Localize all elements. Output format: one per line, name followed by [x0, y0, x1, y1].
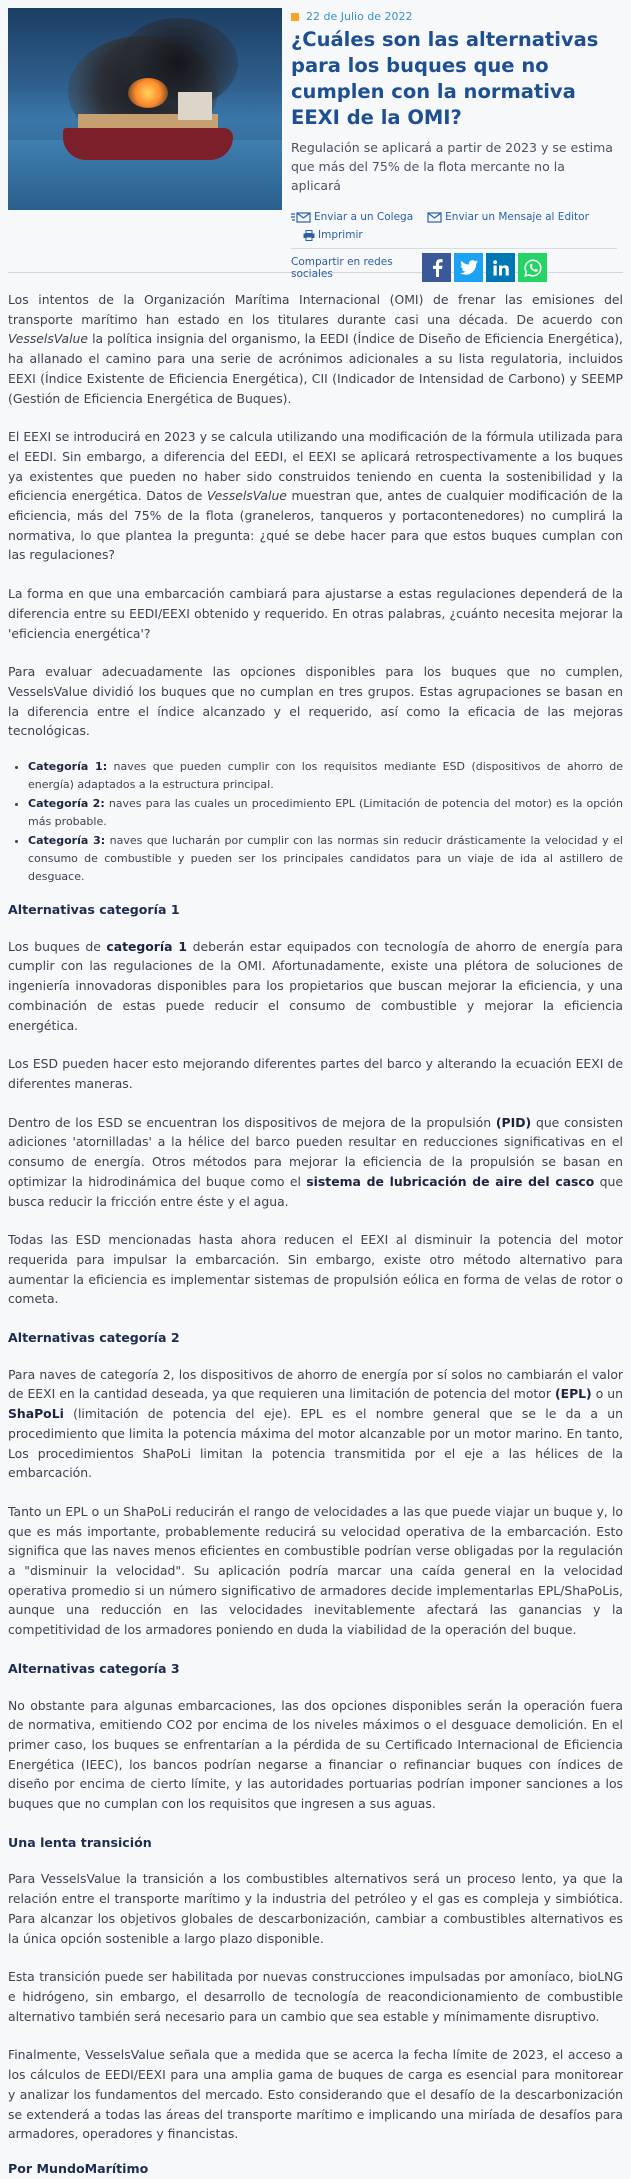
send-colleague-icon: [291, 212, 311, 223]
share-label: Compartir en redes sociales: [291, 255, 393, 280]
whatsapp-share-button[interactable]: [518, 253, 547, 282]
paragraph-2: El EEXI se introducirá en 2023 y se calcula utilizando una modificación de la fórmula utilizada para el EEDI. Sin embargo, a diferencia del EEDI, el EEXI se aplicará retrospectivamente a los buques ya existentes que pueden no haber sido construidos teniendo en cuenta la sostenibilidad y la eficiencia energética. Datos de VesselsValue muestran que, antes de cualquier modificación de la eficiencia, más del 75% de la flota (graneleros, tanqueros y portacontenedores) no cumplirá la normativa, lo que plantea la pregunta: ¿qué se debe hacer para que estos buques cumplan con las regulaciones?: [8, 429, 623, 563]
article-body: [8, 273, 623, 2179]
header-divider: [291, 248, 617, 249]
twitter-icon: [460, 260, 478, 275]
send-editor-link[interactable]: [427, 209, 589, 226]
article-title: ¿Cuáles son las alternativas para los buques que no cumplen con la normativa EEXI de la OMI?: [291, 28, 599, 129]
paragraph-7: Dentro de los ESD se encuentran los dispositivos de mejora de la propulsión (PID) que consisten adiciones 'atornilladas' a la hélice del barco pueden resultar en reducciones significativas en el consumo de energía. Otros métodos para mejorar la eficiencia de la propulsión se basan en optimizar la hidrodinámica del buque como el sistema de lubricación de aire del casco que busca reducir la fricción entre éste y el agua.: [8, 1114, 623, 1209]
linkedin-share-button[interactable]: [486, 253, 515, 282]
date-text: 22 de Julio de 2022: [306, 10, 413, 23]
paragraph-5: Los buques de categoría 1 deberán estar equipados con tecnología de ahorro de energía para cumplir con las regulaciones de la OMI. Afortunadamente, existe una plétora de soluciones de ingeniería innovadoras disponibles para los propietarios que buscan mejorar la eficiencia, y una combinación de estas puede reducir el consumo de combustible y mejorar la eficiencia energética.: [8, 938, 624, 1033]
send-colleague-label: Enviar a un Colega: [314, 211, 414, 223]
heading-category-1: Alternativas categoría 1: [8, 902, 180, 918]
facebook-icon: [430, 259, 444, 277]
print-link[interactable]: [303, 227, 363, 244]
paragraph-10: Tanto un EPL o un ShaPoLi reducirán el rango de velocidades a las que puede viajar un buque y, lo que es más importante, probablemente reducirá su velocidad operativa de la embarcación. Esto significa que las naves menos eficientes en combustible podrían verse obligadas por la regulación a "disminuir la velocidad". Su aplicación podría marcar una caída general en la velocidad operativa promedio si un número significativo de armadores decide implementarlas EPL/ShaPoLis, aunque una reducción en las velocidades inevitablemente afectará las ganancias y la competitividad de los armadores poniendo en duda la viabilidad de la operación del buque.: [8, 1503, 623, 1638]
article-subtitle: Regulación se aplicará a partir de 2023 y se estima que más del 75% de la flota mercante no la aplicará: [291, 140, 613, 193]
article-date: [291, 10, 615, 23]
paragraph-12: Para VesselsValue la transición a los combustibles alternativos será un proceso lento, ya que la relación entre el transporte marítimo y la industria del petróleo y el gas es compleja y simbiótica. Para alcanzar los objetivos globales de descarbonización, cambiar a combustibles alternativos es la única opción sostenible a largo plazo disponible.: [8, 1871, 623, 1946]
article-actions: [291, 209, 615, 244]
whatsapp-icon: [524, 259, 542, 277]
paragraph-13: Esta transición puede ser habilitada por nuevas construcciones impulsadas por amoníaco, bioLNG e hidrógeno, sin embargo, el desarrollo de tecnología de reacondicionamiento de combustible alternativo también será necesario para un cambio que sea estable y mínimamente disruptivo.: [8, 1969, 623, 2024]
header-text: [282, 8, 615, 280]
paragraph-6: Los ESD pueden hacer esto mejorando diferentes partes del barco y alterando la ecuación EEXI de diferentes maneras.: [8, 1056, 623, 1091]
printer-icon: [303, 230, 315, 241]
send-editor-label: Enviar un Mensaje al Editor: [445, 211, 589, 223]
print-label: Imprimir: [318, 229, 363, 241]
paragraph-4: Para evaluar adecuadamente las opciones disponibles para los buques que no cumplen, VesselsValue dividió los buques que no cumplan en tres grupos. Estas agrupaciones se basan en la diferencia entre el índice alcanzado y el requerido, así como la eficacia de las mejoras tecnológicas.: [8, 664, 623, 739]
category-list: [28, 758, 623, 886]
social-share: [291, 253, 615, 282]
heading-transition: Una lenta transición: [8, 1834, 152, 1850]
list-item: • Categoría 3: naves que lucharán por cumplir con las normas sin reducir drásticamente la velocidad y el consumo de combustible y pueden ser los principales candidatos para un viaje de ida al astillero de desguace.: [28, 832, 623, 886]
list-item: • Categoría 1: naves que pueden cumplir con los requisitos mediante ESD (dispositivos de ahorro de energía) adaptados a la estructura principal.: [28, 758, 623, 794]
paragraph-8: Todas las ESD mencionadas hasta ahora reducen el EEXI al disminuir la potencia del motor requerida para impulsar la embarcación. Sin embargo, existe otro método alternativo para aumentar la eficiencia es implementar sistemas de propulsión eólica en forma de velas de rotor o cometa.: [8, 1232, 623, 1307]
mail-icon: [427, 212, 442, 223]
paragraph-9: Para naves de categoría 2, los dispositivos de ahorro de energía por sí solos no cambiarán el valor de EEXI en la cantidad deseada, ya que requieren una limitación de potencia del motor (EPL) o un ShaPoLi (limitación de potencia del eje). EPL es el nombre general que se le da a un procedimiento que limita la potencia máxima del motor alcanzable por un motor marino. En tanto, Los procedimientos ShaPoLi limitan la potencia transmitida por el eje a las hélices de la embarcación.: [8, 1366, 623, 1481]
article-byline: Por MundoMarítimo: [8, 2160, 149, 2176]
paragraph-1: Los intentos de la Organización Marítima Internacional (OMI) de frenar las emisiones del transporte marítimo han estado en los titulares durante casi una década. De acuerdo con VesselsValue la política insignia del organismo, la EEDI (Índice de Diseño de Eficiencia Energética), ha allanado el camino para una serie de acrónimos adicionales a su lista regulatoria, incluidos EEXI (Índice Existente de Eficiencia Energética), CII (Indicador de Intensidad de Carbono) y SEEMP (Gestión de Eficiencia Energética de Buques).: [8, 292, 623, 406]
paragraph-3: La forma en que una embarcación cambiará para ajustarse a estas regulaciones dependerá de la diferencia entre su EEDI/EEXI obtenido y requerido. En otras palabras, ¿cuánto necesita mejorar la 'eficiencia energética'?: [8, 586, 623, 641]
linkedin-icon: [493, 260, 509, 276]
hero-image-burning-ship: [8, 8, 282, 210]
list-item: • Categoría 2: naves para las cuales un procedimiento EPL (Limitación de potencia del motor) es la opción más probable.: [28, 795, 623, 831]
facebook-share-button[interactable]: [422, 253, 451, 282]
article-header: [8, 0, 623, 280]
paragraph-11: No obstante para algunas embarcaciones, las dos opciones disponibles serán la operación fuera de normativa, emitiendo CO2 por encima de los niveles máximos o el desguace demolición. En el primer caso, los buques se enfrentarían a la pérdida de su Certificado Internacional de Eficiencia Energética (IEEC), los bancos podrían negarse a financiar o refinanciar buques con índices de diseño por encima de cierto límite, y las autoridades portuarias podrían imponer sanciones a los buques que no cumplan con los requisitos que ingresen a sus aguas.: [8, 1697, 623, 1812]
send-colleague-link[interactable]: [291, 209, 413, 226]
heading-category-2: Alternativas categoría 2: [8, 1330, 180, 1346]
heading-category-3: Alternativas categoría 3: [8, 1660, 180, 1676]
twitter-share-button[interactable]: [454, 253, 483, 282]
date-bullet-icon: [291, 13, 299, 21]
paragraph-14: Finalmente, VesselsValue señala que a medida que se acerca la fecha límite de 2023, el acceso a los cálculos de EEDI/EEXI para una amplia gama de buques de carga es esencial para monitorear y analizar los fundamentos del mercado. Esto considerando que el desafío de la descarbonización se extenderá a todas las áreas del transporte marítimo e implicando una miríada de desafíos para armadores, operadores y financistas.: [8, 2047, 623, 2142]
